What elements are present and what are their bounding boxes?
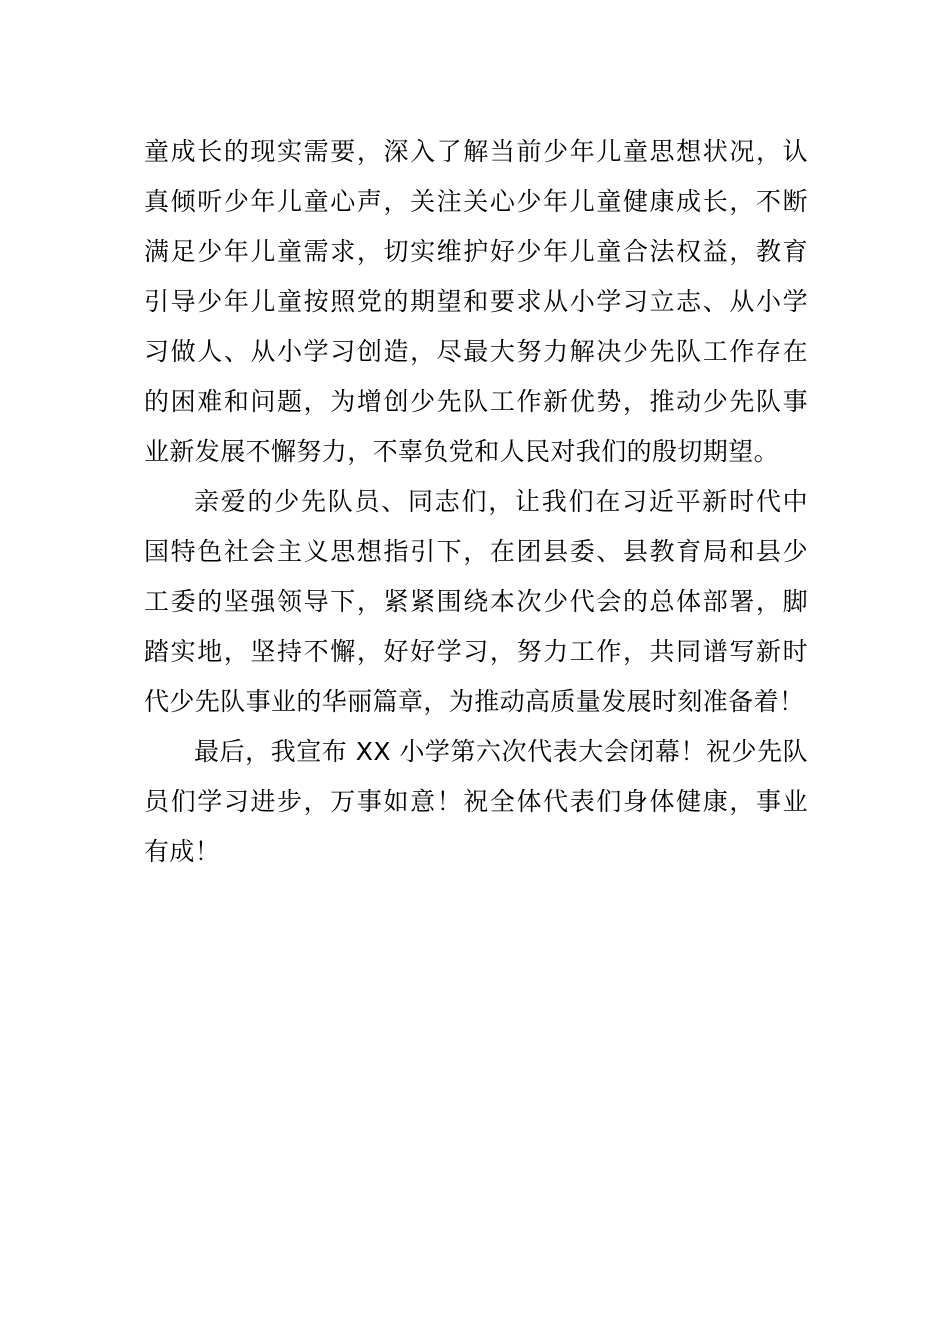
paragraph-2-line-2: 国特色社会主义思想指引下，在团县委、县教育局和县少	[144, 537, 808, 566]
paragraph-3-line-2: 员们学习进步，万事如意！祝全体代表们身体健康，事业	[144, 787, 808, 816]
paragraph-1-line-2: 真倾听少年儿童心声，关注关心少年儿童健康成长，不断	[144, 187, 808, 216]
paragraph-1-line-4: 引导少年儿童按照党的期望和要求从小学习立志、从小学	[144, 287, 808, 316]
paragraph-1-line-7: 业新发展不懈努力，不辜负党和人民对我们的殷切期望。	[144, 437, 780, 466]
paragraph-1-line-6: 的困难和问题，为增创少先队工作新优势，推动少先队事	[144, 387, 808, 416]
paragraph-2-line-4: 踏实地，坚持不懈，好好学习，努力工作，共同谱写新时	[144, 637, 808, 666]
paragraph-3-line-3: 有成！	[144, 837, 221, 866]
paragraph-1-line-1: 童成长的现实需要，深入了解当前少年儿童思想状况，认	[144, 137, 808, 166]
paragraph-3-line-1: 最后，我宣布 XX 小学第六次代表大会闭幕！祝少先队	[194, 737, 808, 766]
paragraph-1-line-3: 满足少年儿童需求，切实维护好少年儿童合法权益，教育	[144, 237, 808, 266]
document-body	[144, 127, 808, 877]
paragraph-1-line-5: 习做人、从小学习创造，尽最大努力解决少先队工作存在	[144, 337, 808, 366]
paragraph-2-line-3: 工委的坚强领导下，紧紧围绕本次少代会的总体部署，脚	[144, 587, 808, 616]
paragraph-2-line-5: 代少先队事业的华丽篇章，为推动高质量发展时刻准备着！	[144, 687, 805, 716]
paragraph-2-line-1: 亲爱的少先队员、同志们，让我们在习近平新时代中	[194, 487, 808, 516]
